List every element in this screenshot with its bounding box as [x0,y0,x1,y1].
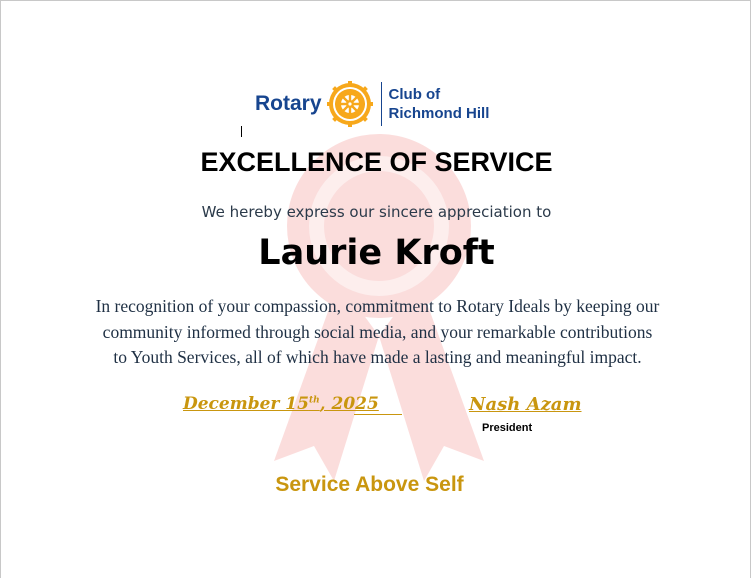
rotary-logo [255,80,489,128]
date-year: , 2025 [319,394,379,414]
president-signature[interactable]: Nash Azam [469,394,582,415]
date-suffix: th [308,395,320,406]
logo-divider [381,82,382,126]
rotary-motto[interactable]: Service Above Self [275,473,464,496]
rotary-wheel-icon [327,81,373,127]
text-cursor [241,126,242,137]
recognition-line-2: community informed through social media, and your remarkable contributions [102,321,653,342]
date-main: December 15 [183,394,309,414]
certificate-title[interactable]: EXCELLENCE OF SERVICE [200,147,553,177]
signature-title[interactable]: President [482,422,533,434]
logo-club-line2: Richmond Hill [388,105,490,122]
intro-line[interactable]: We hereby express our sincere appreciation to [201,203,552,221]
logo-wordmark: Rotary [255,92,322,115]
award-date[interactable] [183,394,379,414]
logo-club-name [389,85,490,123]
recipient-name[interactable]: Laurie Kroft [258,233,495,273]
logo-club-line1: Club of [388,86,441,103]
recognition-line-3: to Youth Services, all of which have made a lasting and meaningful impact. [113,347,642,367]
blank-underline [354,414,402,415]
recognition-text[interactable] [61,294,694,371]
recognition-line-1: In recognition of your compassion, commitment to Rotary Ideals by keeping our [95,296,660,316]
